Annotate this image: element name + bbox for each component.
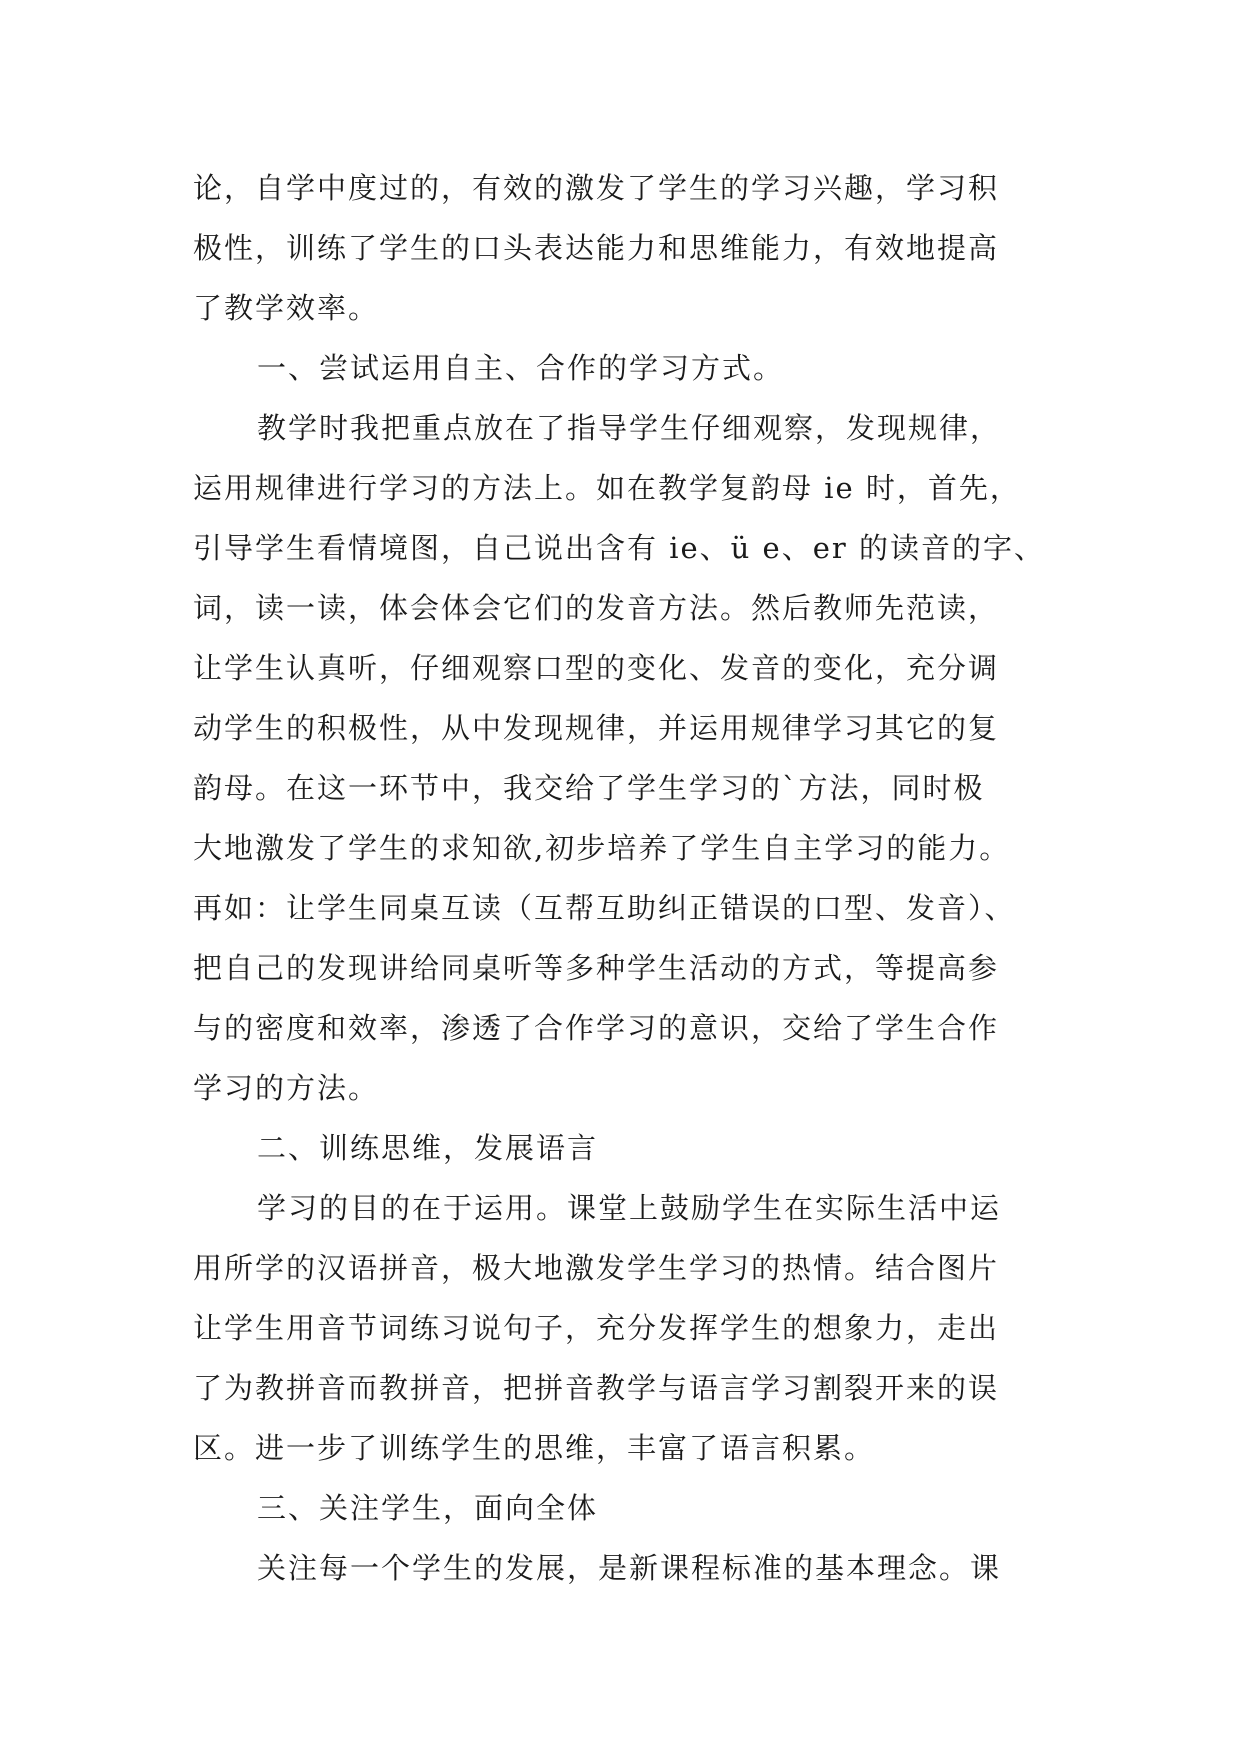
text-line: 让学生用音节词练习说句子，充分发挥学生的想象力，走出 bbox=[193, 1311, 1000, 1345]
text-line: 二、训练思维，发展语言 bbox=[257, 1131, 599, 1165]
text-line: 三、关注学生，面向全体 bbox=[257, 1491, 599, 1525]
text-line: 与的密度和效率，渗透了合作学习的意识，交给了学生合作 bbox=[193, 1011, 1000, 1045]
text-line: 一、尝试运用自主、合作的学习方式。 bbox=[257, 351, 785, 385]
text-line: 学习的目的在于运用。课堂上鼓励学生在实际生活中运 bbox=[257, 1191, 1002, 1225]
text-line: 学习的方法。 bbox=[193, 1071, 380, 1105]
text-line: 让学生认真听，仔细观察口型的变化、发音的变化，充分调 bbox=[193, 651, 1000, 685]
text-line: 再如：让学生同桌互读（互帮互助纠正错误的口型、发音）、 bbox=[193, 891, 1016, 925]
text-line: 运用规律进行学习的方法上。如在教学复韵母 ie 时，首先， bbox=[193, 471, 1021, 505]
text-line: 引导学生看情境图，自己说出含有 ie、ü e、er 的读音的字、 bbox=[193, 531, 1045, 565]
text-line: 大地激发了学生的求知欲,初步培养了学生自主学习的能力。 bbox=[193, 831, 1011, 865]
text-line: 动学生的积极性，从中发现规律，并运用规律学习其它的复 bbox=[193, 711, 1000, 745]
text-line: 论，自学中度过的，有效的激发了学生的学习兴趣，学习积 bbox=[193, 171, 1000, 205]
text-line: 用所学的汉语拼音，极大地激发学生学习的热情。结合图片 bbox=[193, 1251, 1000, 1285]
text-line: 韵母。在这一环节中，我交给了学生学习的`方法，同时极 bbox=[193, 771, 985, 805]
text-line: 区。进一步了训练学生的思维，丰富了语言积累。 bbox=[193, 1431, 876, 1465]
text-line: 了为教拼音而教拼音，把拼音教学与语言学习割裂开来的误 bbox=[193, 1371, 1000, 1405]
document-body bbox=[193, 158, 1053, 1598]
text-line: 把自己的发现讲给同桌听等多种学生活动的方式，等提高参 bbox=[193, 951, 1000, 985]
text-line: 关注每一个学生的发展，是新课程标准的基本理念。课 bbox=[257, 1551, 1002, 1585]
text-line: 了教学效率。 bbox=[193, 291, 380, 325]
text-line: 教学时我把重点放在了指导学生仔细观察，发现规律， bbox=[257, 411, 1002, 445]
text-line: 极性，训练了学生的口头表达能力和思维能力，有效地提高 bbox=[193, 231, 1000, 265]
text-line: 词，读一读，体会体会它们的发音方法。然后教师先范读， bbox=[193, 591, 1000, 625]
